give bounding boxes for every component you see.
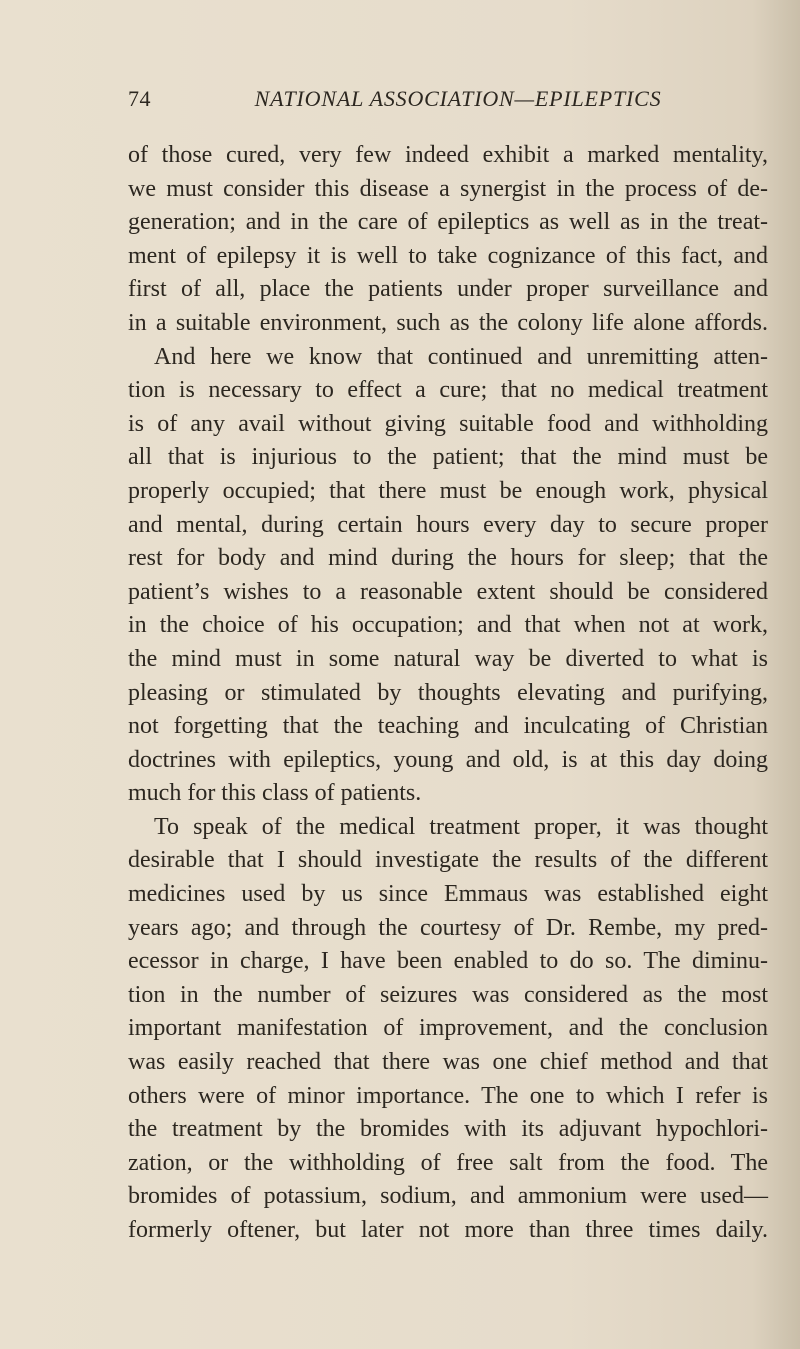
text-line: tion in the number of seizures was considered as the most xyxy=(128,981,768,1008)
text-line: we must consider this disease a synergist in the process of de- xyxy=(128,175,768,202)
text-line: the treatment by the bromides with its adjuvant hypochlori- xyxy=(128,1116,768,1143)
text-line: desirable that I should investigate the results of the different xyxy=(128,847,768,874)
text-line: was easily reached that there was one chief method and that xyxy=(128,1049,768,1076)
text-line: To speak of the medical treatment proper, it was thought xyxy=(154,813,768,840)
text-line: the mind must in some natural way be diverted to what is xyxy=(128,645,768,672)
text-line: properly occupied; that there must be enough work, physical xyxy=(128,477,768,504)
text-line: not forgetting that the teaching and inculcating of Christian xyxy=(128,713,768,740)
text-line: generation; and in the care of epileptics as well as in the treat- xyxy=(128,209,768,236)
text-line: formerly oftener, but later not more than three times daily. xyxy=(128,1217,768,1243)
text-line: first of all, place the patients under proper surveillance and xyxy=(128,276,768,303)
text-line: medicines used by us since Emmaus was established eight xyxy=(128,881,768,908)
text-line: pleasing or stimulated by thoughts elevating and purifying, xyxy=(128,679,768,706)
text-line: of those cured, very few indeed exhibit a marked mentality, xyxy=(128,142,768,168)
text-line: years ago; and through the courtesy of Dr. Rembe, my pred- xyxy=(128,914,768,941)
text-line: all that is injurious to the patient; that the mind must be xyxy=(128,444,768,471)
body-text xyxy=(128,139,768,1248)
text-line: is of any avail without giving suitable food and withholding xyxy=(128,410,768,437)
text-line: bromides of potassium, sodium, and ammonium were used— xyxy=(128,1183,768,1210)
text-line: zation, or the withholding of free salt from the food. The xyxy=(128,1149,768,1176)
text-line: ment of epilepsy it is well to take cognizance of this fact, and xyxy=(128,242,768,269)
text-line: in the choice of his occupation; and that when not at work, xyxy=(128,612,768,639)
text-line: in a suitable environment, such as the colony life alone affords. xyxy=(128,309,768,336)
text-line: ecessor in charge, I have been enabled to do so. The diminu- xyxy=(128,948,768,975)
page-number: 74 xyxy=(128,86,151,111)
text-line: tion is necessary to effect a cure; that no medical treatment xyxy=(128,377,768,404)
text-line: rest for body and mind during the hours for sleep; that the xyxy=(128,545,768,572)
text-line: And here we know that continued and unremitting atten- xyxy=(154,343,768,370)
text-line: important manifestation of improvement, and the conclusion xyxy=(128,1015,768,1042)
running-title: NATIONAL ASSOCIATION—EPILEPTICS xyxy=(254,86,662,111)
text-line: others were of minor importance. The one to which I refer is xyxy=(128,1082,768,1109)
text-line: and mental, during certain hours every day to secure proper xyxy=(128,511,768,538)
text-line: doctrines with epileptics, young and old, is at this day doing xyxy=(128,746,768,773)
running-head xyxy=(128,86,768,118)
text-line: much for this class of patients. xyxy=(128,780,422,807)
text-line: patient’s wishes to a reasonable extent should be considered xyxy=(128,578,768,605)
